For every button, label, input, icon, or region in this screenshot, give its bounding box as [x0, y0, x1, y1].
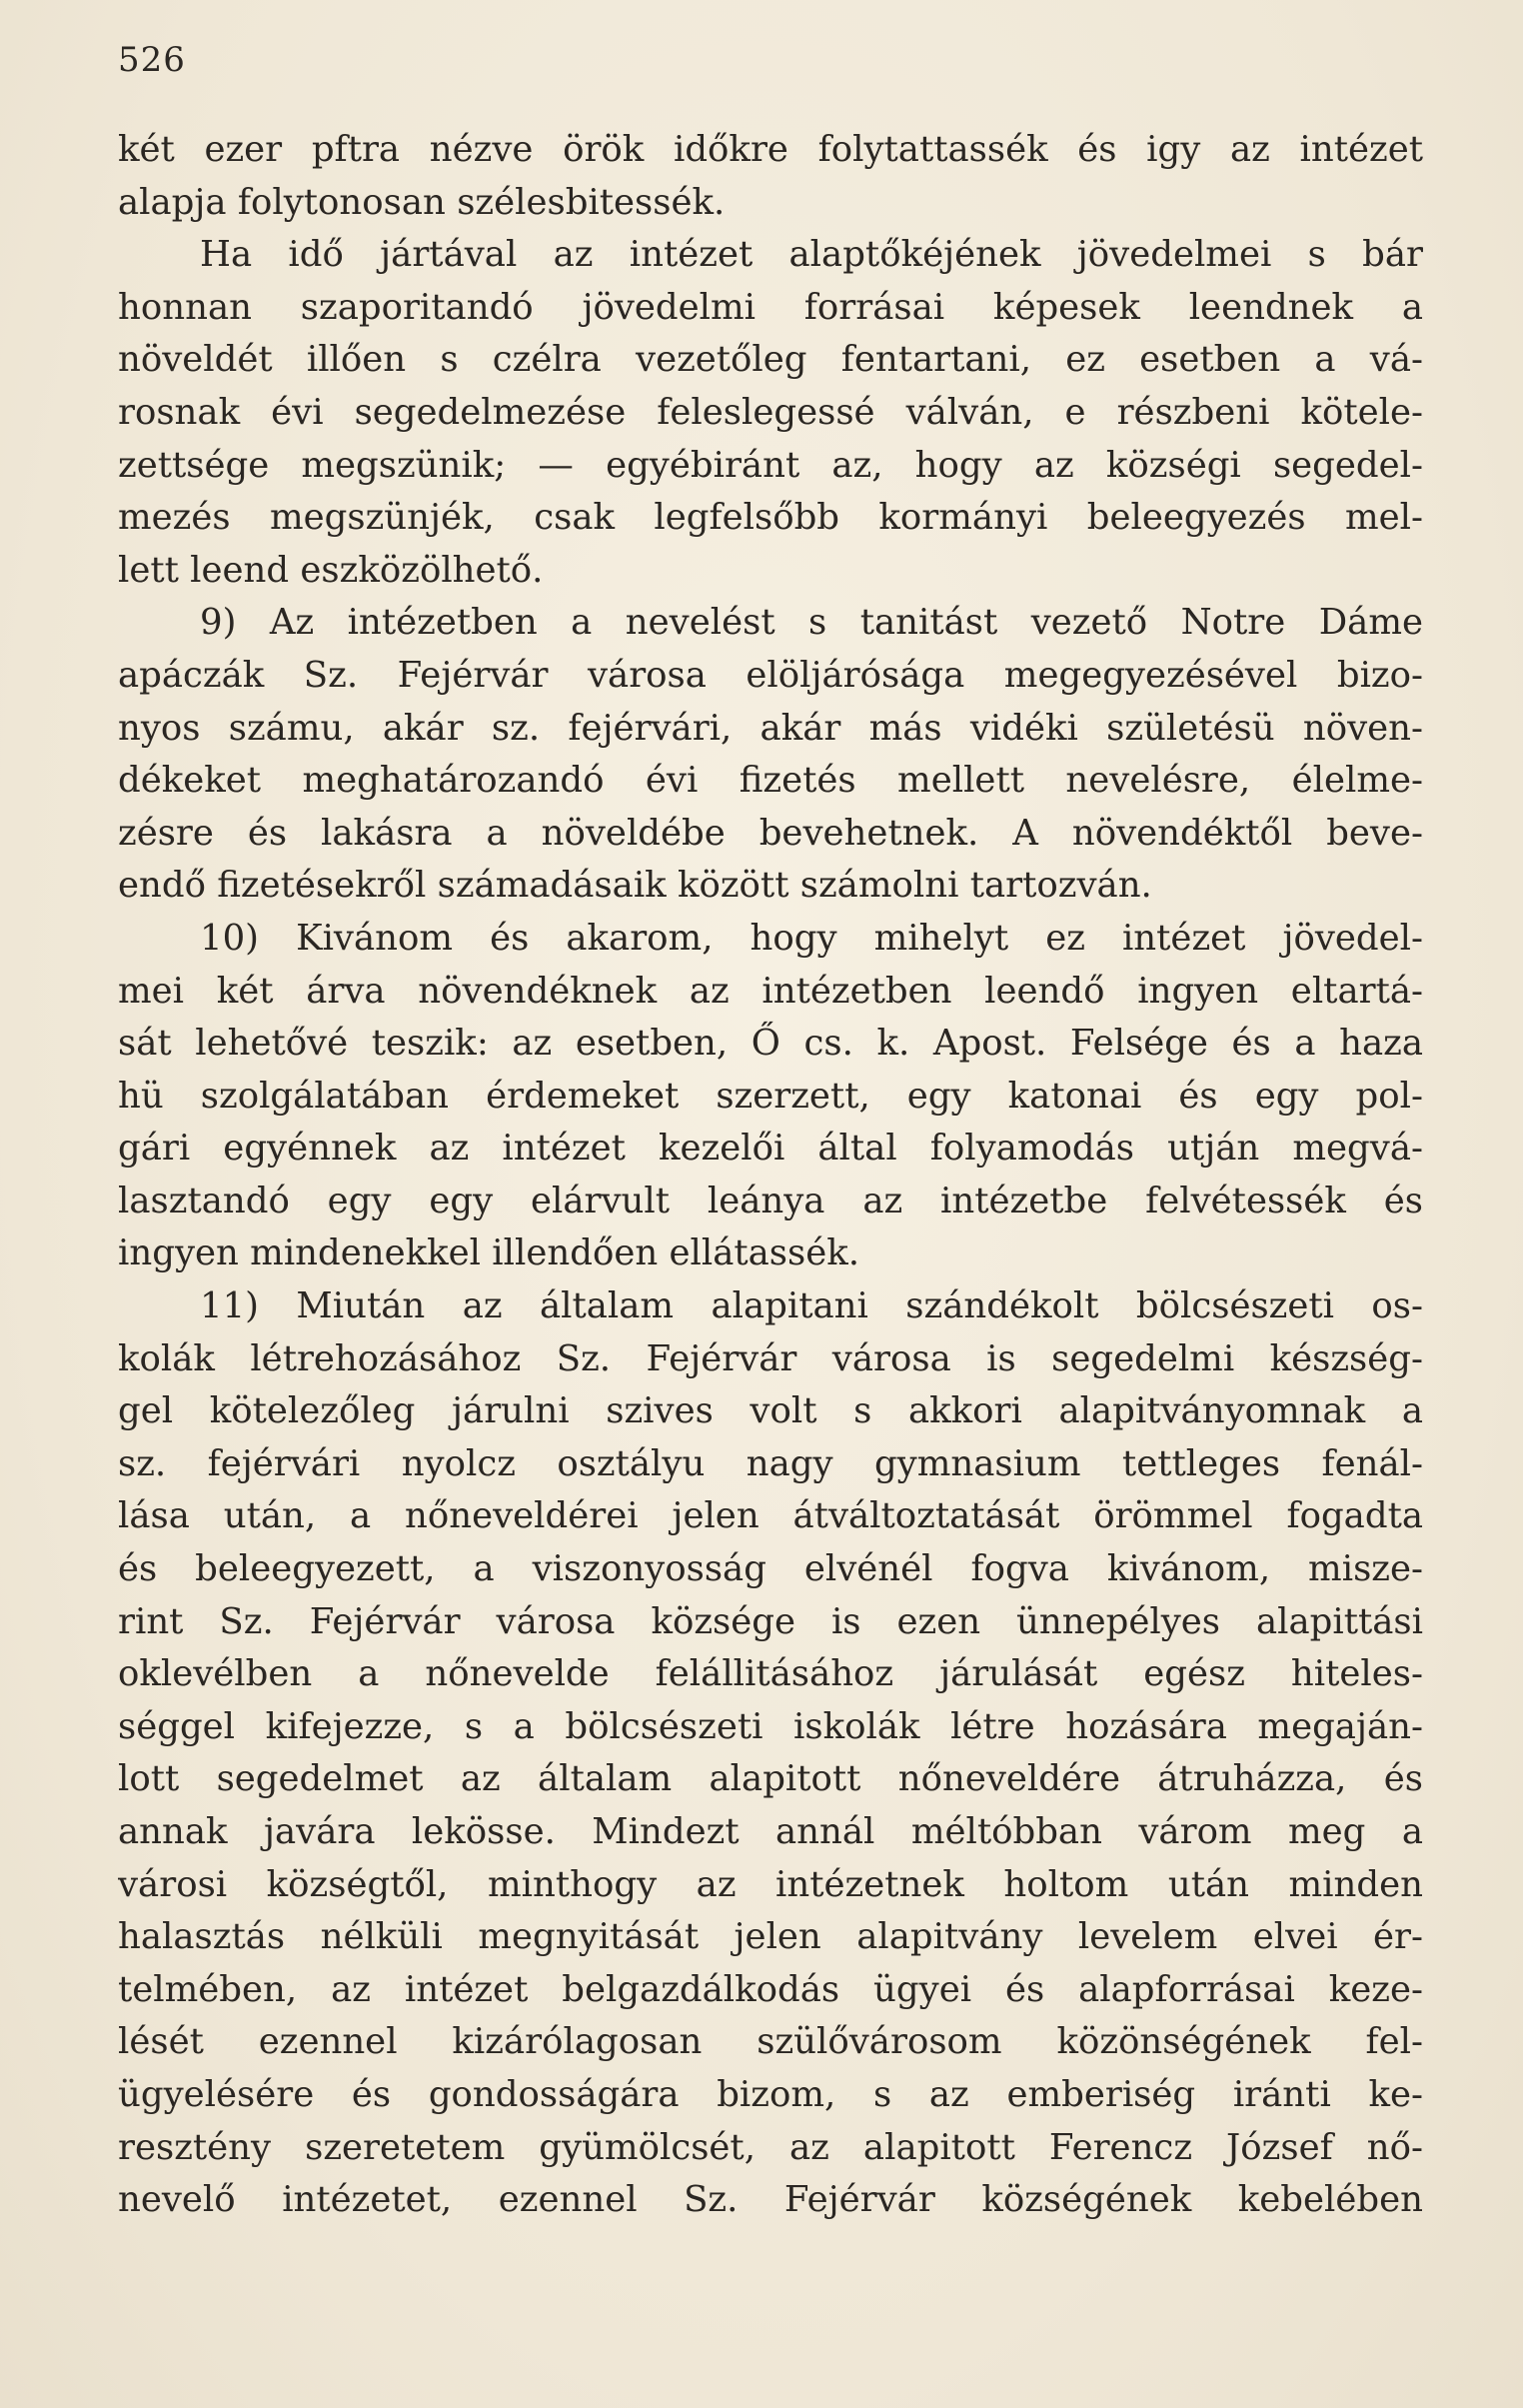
text-line: 11) Miután az általam alapitani szándékolt bölcsészeti os- [200, 1285, 1423, 1327]
text-line: sát lehetővé teszik: az esetben, Ő cs. k. Apost. Felsége és a haza [118, 1023, 1423, 1065]
text-line: zettsége megszünik; — egyébiránt az, hogy az községi segedel- [118, 444, 1423, 486]
text-line: ügyelésére és gondosságára bizom, s az emberiség iránti ke- [118, 2073, 1423, 2115]
text-line: resztény szeretetem gyümölcsét, az alapitott Ferencz József nő- [118, 2126, 1423, 2168]
text-line: honnan szaporitandó jövedelmi forrásai képesek leendnek a [118, 286, 1423, 328]
text-line: nevelő intézetet, ezennel Sz. Fejérvár községének kebelében [118, 2179, 1423, 2221]
text-line: rosnak évi segedelmezése feleslegessé válván, e részbeni kötele- [118, 391, 1423, 433]
text-line: hü szolgálatában érdemeket szerzett, egy katonai és egy pol- [118, 1075, 1423, 1117]
text-line: nyos számu, akár sz. fejérvári, akár más vidéki születésü növen- [118, 707, 1423, 749]
text-line: sz. fejérvári nyolcz osztályu nagy gymnasium tettleges fenál- [118, 1442, 1423, 1484]
text-line: gári egyénnek az intézet kezelői által folyamodás utján megvá- [118, 1128, 1423, 1170]
text-line: 10) Kivánom és akarom, hogy mihelyt ez intézet jövedel- [200, 917, 1423, 959]
text-line: lása után, a nőneveldérei jelen átváltoztatását örömmel fogadta [118, 1495, 1423, 1537]
text-line: rint Sz. Fejérvár városa községe is ezen ünnepélyes alapittási [118, 1600, 1423, 1642]
text-line: két ezer pftra nézve örök időkre folytattassék és igy az intézet [118, 129, 1423, 170]
text-line: és beleegyezett, a viszonyosság elvénél fogva kivánom, misze- [118, 1548, 1423, 1590]
text-line: kolák létrehozásához Sz. Fejérvár városa is segedelmi készség- [118, 1337, 1423, 1379]
text-line: alapja folytonosan szélesbitessék. [118, 181, 726, 223]
text-line: oklevélben a nőnevelde felállitásához járulását egész hiteles- [118, 1653, 1423, 1695]
text-line: halasztás nélküli megnyitását jelen alapitvány levelem elvei ér- [118, 1916, 1423, 1958]
text-line: apáczák Sz. Fejérvár városa elöljárósága megegyezésével bizo- [118, 654, 1423, 696]
text-line: Ha idő jártával az intézet alaptőkéjének jövedelmei s bár [200, 234, 1423, 276]
text-line: mei két árva növendéknek az intézetben leendő ingyen eltartá- [118, 970, 1423, 1012]
text-line: növeldét illően s czélra vezetőleg fentartani, ez esetben a vá- [118, 339, 1423, 381]
text-line: telmében, az intézet belgazdálkodás ügyei és alapforrásai keze- [118, 1968, 1423, 2010]
body-text [118, 124, 1423, 2227]
text-line: zésre és lakásra a növeldébe bevehetnek. A növendéktől beve- [118, 812, 1423, 854]
text-line: ingyen mindenekkel illendően ellátassék. [118, 1232, 860, 1274]
text-line: gel kötelezőleg járulni szives volt s akkori alapitványomnak a [118, 1390, 1423, 1432]
text-line: városi községtől, minthogy az intézetnek holtom után minden [118, 1863, 1423, 1905]
text-line: lott segedelmet az általam alapitott nőneveldére átruházza, és [118, 1758, 1423, 1800]
text-line: annak javára lekösse. Mindezt annál méltóbban várom meg a [118, 1811, 1423, 1852]
page-number: 526 [118, 40, 186, 80]
text-line: séggel kifejezze, s a bölcsészeti iskolák létre hozására megaján- [118, 1705, 1423, 1747]
text-line: lasztandó egy egy elárvult leánya az intézetbe felvétessék és [118, 1180, 1423, 1221]
text-line: lését ezennel kizárólagosan szülővárosom közönségének fel- [118, 2021, 1423, 2063]
text-line: dékeket meghatározandó évi fizetés mellett nevelésre, élelme- [118, 760, 1423, 802]
text-line: lett leend eszközölhető. [118, 549, 544, 591]
text-line: 9) Az intézetben a nevelést s tanitást vezető Notre Dáme [200, 602, 1423, 644]
text-line: mezés megszünjék, csak legfelsőbb kormányi beleegyezés mel- [118, 497, 1423, 539]
text-line: endő fizetésekről számadásaik között számolni tartozván. [118, 865, 1152, 907]
